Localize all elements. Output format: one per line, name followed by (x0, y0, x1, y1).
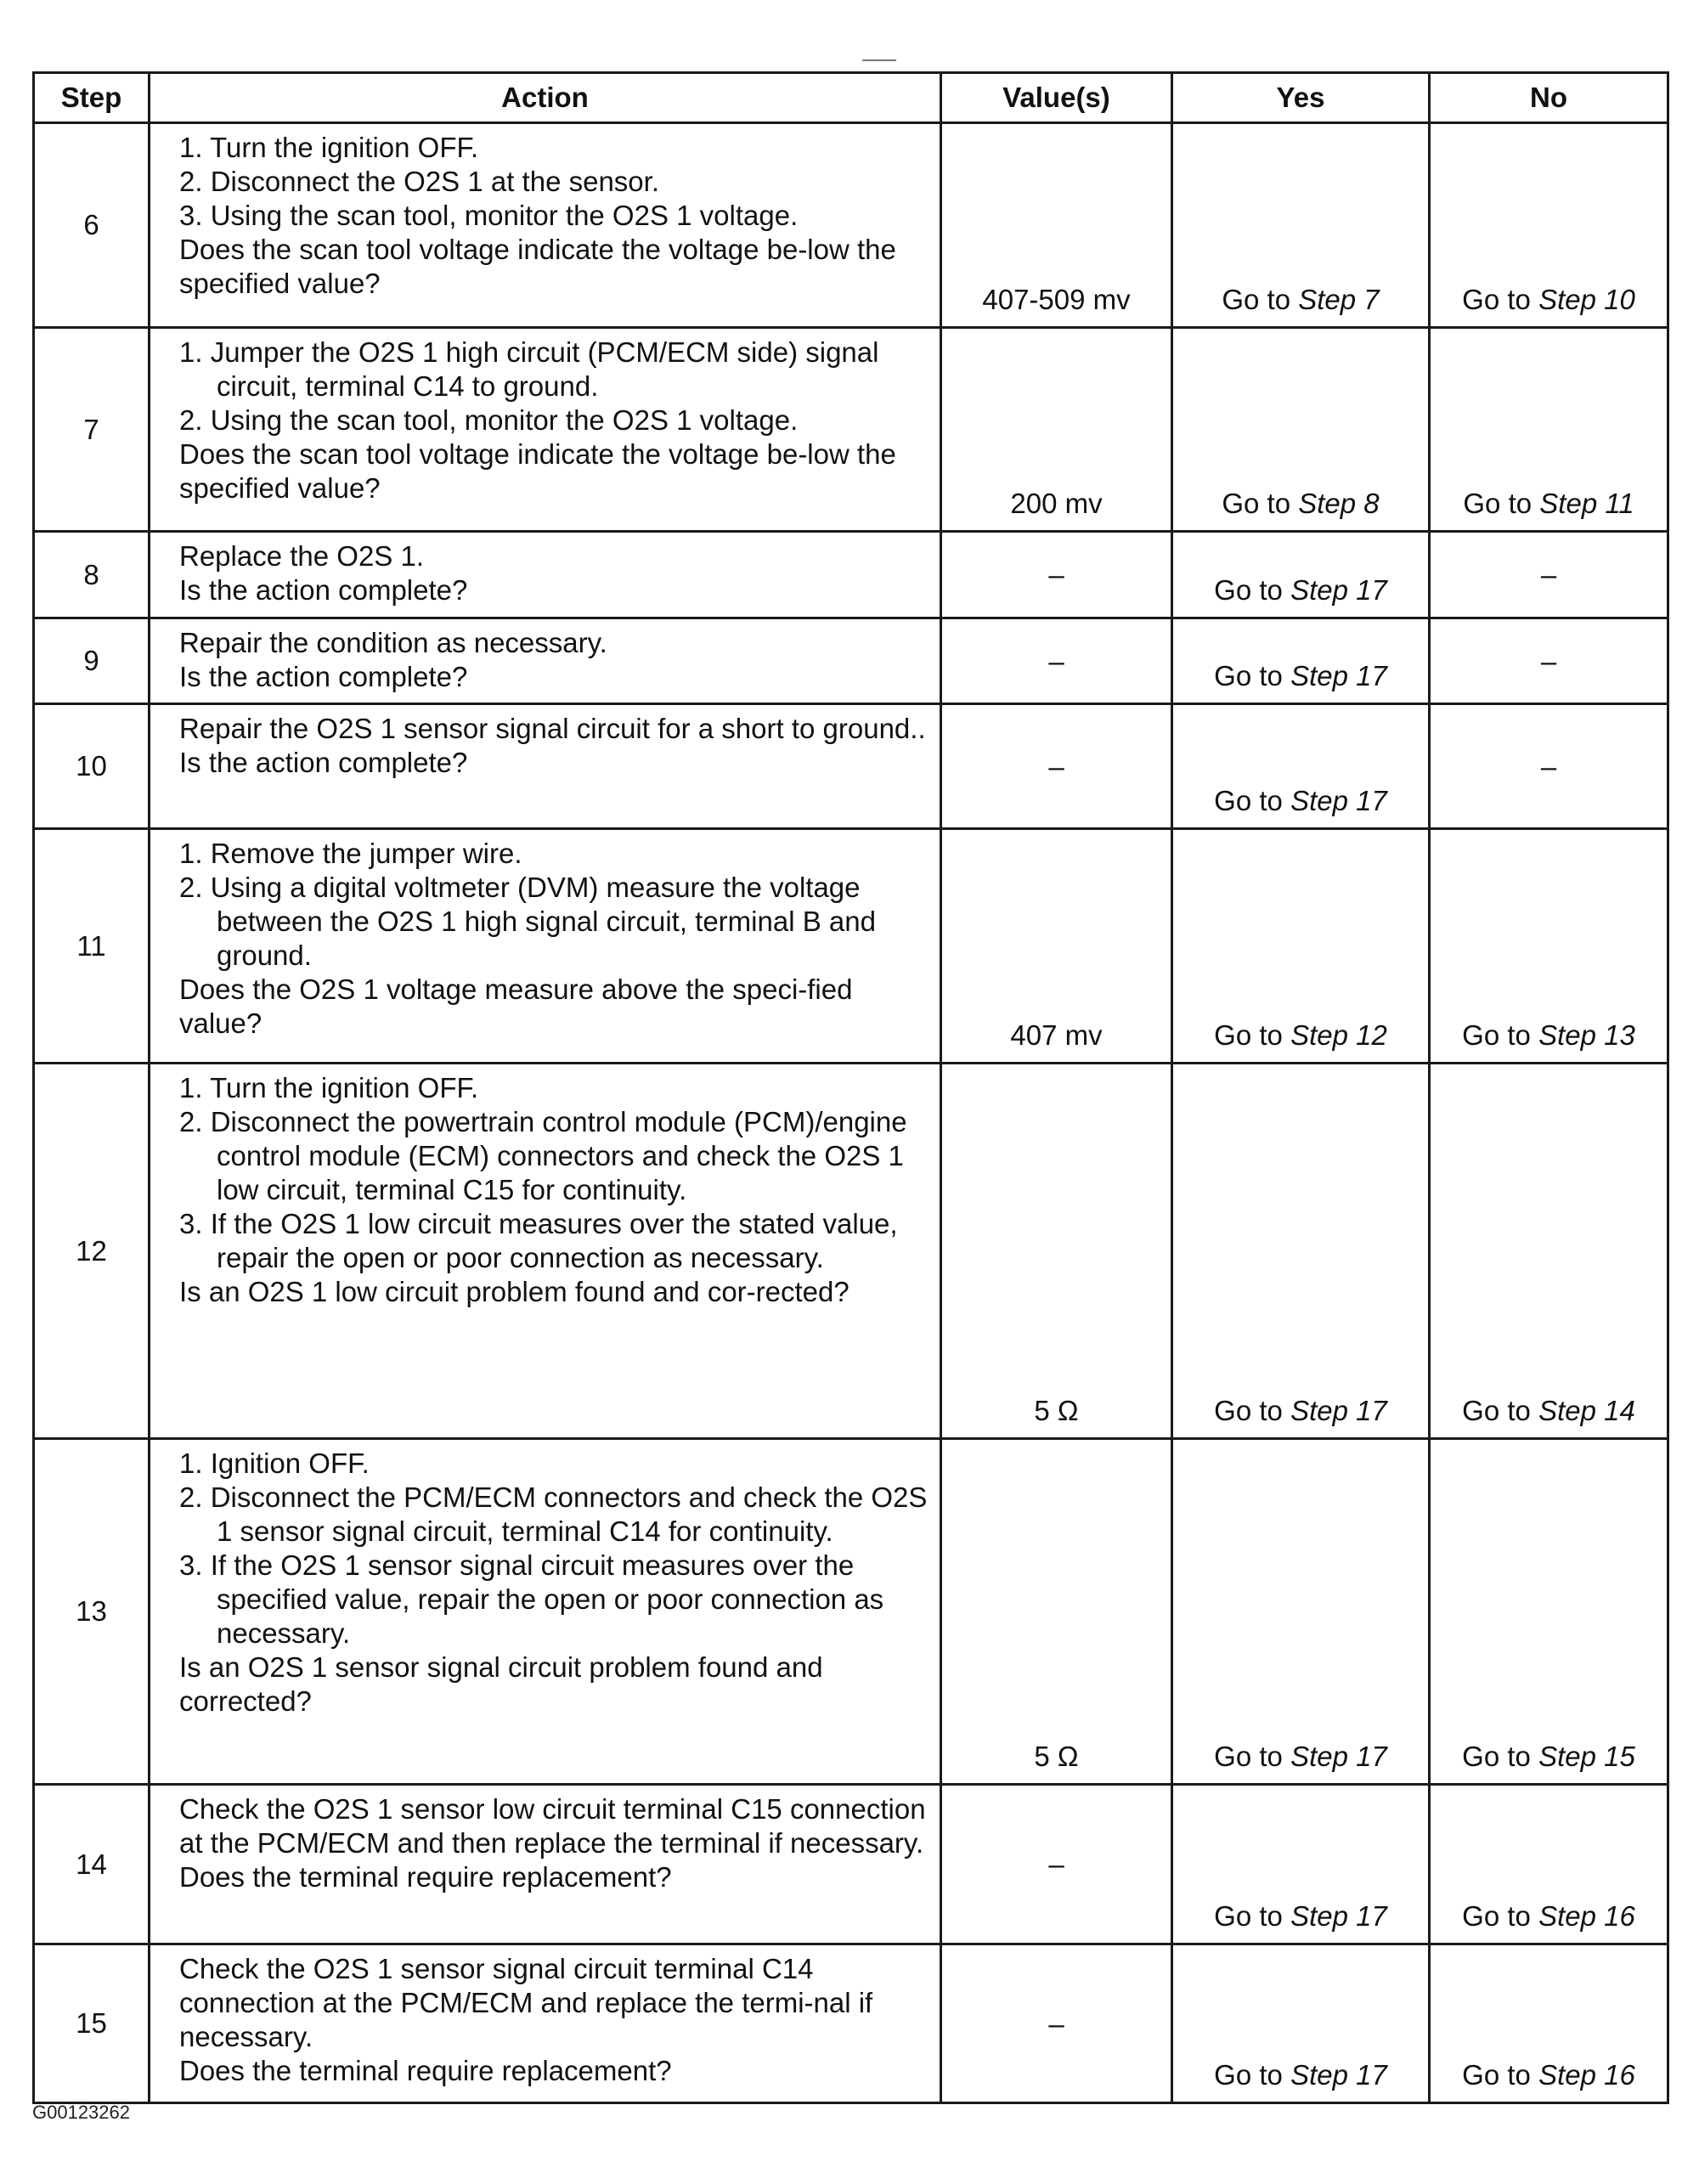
header-yes: Yes (1172, 73, 1430, 123)
yes-step-link: Step 17 (1290, 1900, 1387, 1932)
action-question: Does the terminal require replacement? (179, 2055, 672, 2086)
no-cell (1430, 1785, 1668, 1944)
action-question: Is the action complete? (179, 661, 468, 692)
action-cell (150, 1064, 941, 1439)
step-number: 7 (34, 328, 150, 532)
yes-cell (1172, 328, 1430, 532)
step-number: 8 (34, 532, 150, 618)
yes-cell (1172, 532, 1430, 618)
action-question: Does the scan tool voltage indicate the voltage be-low the specified value? (179, 234, 896, 299)
no-cell (1430, 829, 1668, 1064)
yes-cell (1172, 618, 1430, 704)
action-item: 2. Using the scan tool, monitor the O2S 1 voltage. (179, 404, 799, 436)
no-step-link: Step 14 (1538, 1395, 1635, 1426)
yes-prefix: Go to (1214, 660, 1291, 691)
action-cell (150, 328, 941, 532)
action-item: 2. Using a digital voltmeter (DVM) measure the voltage between the O2S 1 high signal circuit, terminal B and ground. (179, 872, 876, 971)
yes-prefix: Go to (1222, 284, 1299, 315)
header-row (34, 73, 1668, 123)
header-no: No (1430, 73, 1668, 123)
action-cell (150, 829, 941, 1064)
yes-step-link: Step 8 (1298, 488, 1380, 519)
action-question: Is an O2S 1 low circuit problem found and cor-rected? (179, 1276, 850, 1307)
yes-prefix: Go to (1214, 2059, 1291, 2091)
no-step-link: Step 11 (1539, 488, 1634, 519)
action-item: 1. Ignition OFF. (179, 1448, 370, 1479)
no-cell (1430, 1944, 1668, 2103)
yes-cell (1172, 1944, 1430, 2103)
yes-cell (1172, 1785, 1430, 1944)
table-row (34, 328, 1668, 532)
yes-prefix: Go to (1214, 1019, 1291, 1051)
no-cell (1430, 123, 1668, 328)
step-number: 14 (34, 1785, 150, 1944)
yes-cell (1172, 829, 1430, 1064)
table-row (34, 1785, 1668, 1944)
yes-step-link: Step 17 (1290, 574, 1387, 606)
no-cell: – (1430, 618, 1668, 704)
no-cell: – (1430, 532, 1668, 618)
step-number: 10 (34, 704, 150, 829)
table-row (34, 618, 1668, 704)
action-item: 1. Jumper the O2S 1 high circuit (PCM/ECM side) signal circuit, terminal C14 to ground. (179, 336, 879, 402)
yes-step-link: Step 17 (1290, 1395, 1387, 1426)
no-prefix: Go to (1462, 1741, 1539, 1772)
yes-prefix: Go to (1214, 1741, 1291, 1772)
yes-step-link: Step 17 (1290, 1741, 1387, 1772)
step-number: 12 (34, 1064, 150, 1439)
action-item: 3. If the O2S 1 low circuit measures over the stated value, repair the open or poor connection as necessary. (179, 1208, 898, 1273)
value-cell: 407-509 mv (941, 123, 1172, 328)
no-cell (1430, 328, 1668, 532)
action-question: Is an O2S 1 sensor signal circuit problem found and corrected? (179, 1651, 823, 1717)
action-item: Replace the O2S 1. (179, 540, 425, 572)
action-item: 1. Remove the jumper wire. (179, 838, 522, 869)
step-number: 6 (34, 123, 150, 328)
yes-step-link: Step 17 (1290, 785, 1387, 816)
action-cell (150, 1944, 941, 2103)
action-question: Is the action complete? (179, 747, 468, 778)
action-cell (150, 618, 941, 704)
action-item: Repair the condition as necessary. (179, 627, 607, 658)
yes-cell (1172, 1064, 1430, 1439)
no-prefix: Go to (1463, 488, 1540, 519)
table-row (34, 532, 1668, 618)
no-step-link: Step 16 (1538, 2059, 1635, 2091)
action-item: Repair the O2S 1 sensor signal circuit for a short to ground.. (179, 713, 926, 744)
action-item: 3. Using the scan tool, monitor the O2S 1 voltage. (179, 200, 799, 231)
table-row (34, 123, 1668, 328)
no-step-link: Step 16 (1538, 1900, 1635, 1932)
action-item: 1. Turn the ignition OFF. (179, 1072, 479, 1103)
action-cell (150, 1785, 941, 1944)
table-row (34, 1064, 1668, 1439)
value-cell: 407 mv (941, 829, 1172, 1064)
action-cell (150, 532, 941, 618)
table-row (34, 1439, 1668, 1785)
step-number: 13 (34, 1439, 150, 1785)
value-cell: 5 Ω (941, 1439, 1172, 1785)
step-number: 11 (34, 829, 150, 1064)
table-row (34, 1944, 1668, 2103)
yes-prefix: Go to (1214, 1395, 1291, 1426)
no-cell (1430, 1439, 1668, 1785)
action-item: 2. Disconnect the powertrain control module (PCM)/engine control module (ECM) connectors and check the O2S 1 low circuit, terminal C15 for continuity. (179, 1106, 907, 1205)
action-item: 2. Disconnect the O2S 1 at the sensor. (179, 166, 659, 197)
value-cell: 200 mv (941, 328, 1172, 532)
value-cell: – (941, 1785, 1172, 1944)
value-cell: – (941, 618, 1172, 704)
action-question: Is the action complete? (179, 574, 468, 606)
value-cell: – (941, 1944, 1172, 2103)
no-prefix: Go to (1462, 2059, 1539, 2091)
yes-step-link: Step 17 (1290, 2059, 1387, 2091)
no-cell (1430, 1064, 1668, 1439)
action-item: 2. Disconnect the PCM/ECM connectors and check the O2S 1 sensor signal circuit, terminal C14 for continuity. (179, 1481, 928, 1547)
yes-cell (1172, 704, 1430, 829)
header-values: Value(s) (941, 73, 1172, 123)
action-question: Does the terminal require replacement? (179, 1861, 672, 1893)
action-cell (150, 1439, 941, 1785)
figure-id: G00123262 (32, 2102, 130, 2123)
diagnostic-table (32, 71, 1669, 2104)
table-row (34, 704, 1668, 829)
table-row (34, 829, 1668, 1064)
yes-prefix: Go to (1214, 1900, 1291, 1932)
no-cell: – (1430, 704, 1668, 829)
yes-cell (1172, 1439, 1430, 1785)
no-step-link: Step 13 (1538, 1019, 1635, 1051)
value-cell: – (941, 532, 1172, 618)
action-item: Check the O2S 1 sensor signal circuit terminal C14 connection at the PCM/ECM and replace the termi-nal if necessary. (179, 1953, 873, 2052)
action-item: 3. If the O2S 1 sensor signal circuit measures over the specified value, repair the open or poor connection as necessary. (179, 1549, 884, 1649)
no-step-link: Step 10 (1538, 284, 1635, 315)
no-prefix: Go to (1462, 1900, 1539, 1932)
header-step: Step (34, 73, 150, 123)
value-cell: – (941, 704, 1172, 829)
action-item: Check the O2S 1 sensor low circuit terminal C15 connection at the PCM/ECM and then replace the terminal if necessary. (179, 1793, 926, 1859)
header-action: Action (150, 73, 941, 123)
no-step-link: Step 15 (1538, 1741, 1635, 1772)
yes-step-link: Step 12 (1290, 1019, 1387, 1051)
yes-step-link: Step 7 (1298, 284, 1380, 315)
action-cell (150, 704, 941, 829)
no-prefix: Go to (1462, 1395, 1539, 1426)
action-question: Does the scan tool voltage indicate the voltage be-low the specified value? (179, 438, 896, 504)
step-number: 15 (34, 1944, 150, 2103)
yes-cell (1172, 123, 1430, 328)
value-cell: 5 Ω (941, 1064, 1172, 1439)
action-item: 1. Turn the ignition OFF. (179, 132, 479, 163)
yes-prefix: Go to (1214, 574, 1291, 606)
no-prefix: Go to (1462, 284, 1539, 315)
yes-prefix: Go to (1214, 785, 1291, 816)
action-cell (150, 123, 941, 328)
yes-step-link: Step 17 (1290, 660, 1387, 691)
yes-prefix: Go to (1222, 488, 1299, 519)
no-prefix: Go to (1462, 1019, 1539, 1051)
step-number: 9 (34, 618, 150, 704)
action-question: Does the O2S 1 voltage measure above the speci-fied value? (179, 973, 853, 1039)
top-rule (862, 59, 896, 61)
